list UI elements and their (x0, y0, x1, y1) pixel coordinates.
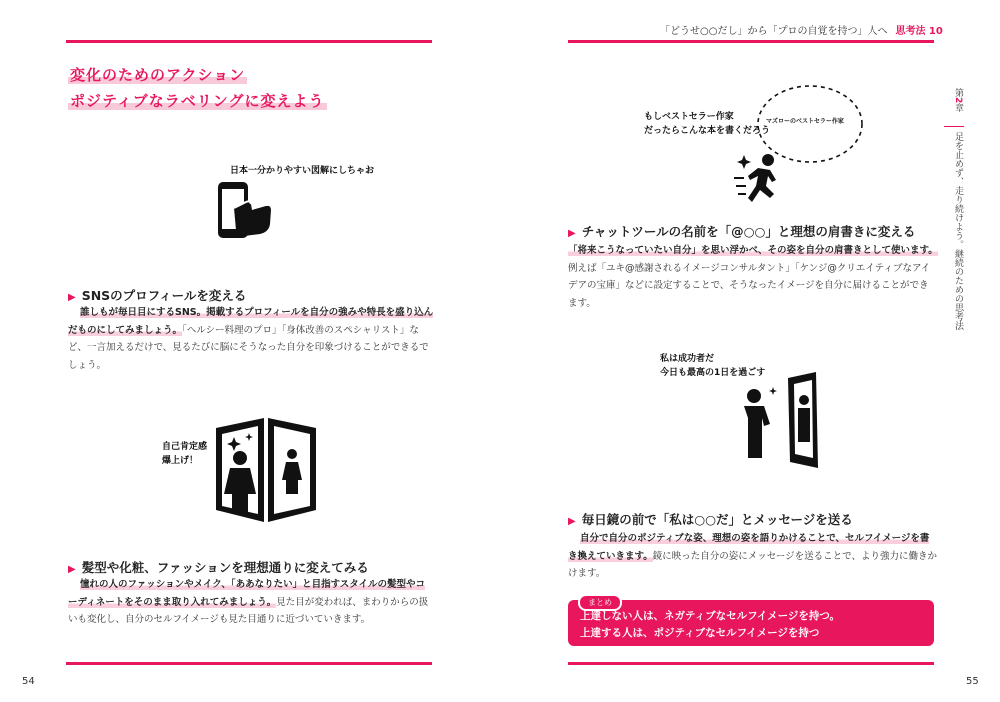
page-number-right: 55 (966, 676, 979, 687)
section1-heading: ▶ SNSのプロフィールを変える (68, 288, 247, 303)
section3-body-highlight: 「将来こうなっていたい自分」を思い浮かべ、その姿を自分の肩書きとして使います。 (568, 245, 938, 256)
section3-body-rest: 例えば「ユキ@感謝されるイメージコンサルタント」「ケンジ@クリエイティブなアイデアの宝庫」などに設定することで、そうなったイメージを自分に届けることができます。 (568, 262, 931, 309)
page-number-left: 54 (22, 676, 35, 687)
chapter-side-label: 第2章 (953, 88, 963, 113)
section1-body-highlight: 誰しもが毎日目にするSNS。掲載するプロフィールを自分の強みや特長を盛り込んだものにしてみましょう。 (68, 307, 434, 336)
phone-caption: 日本一分かりやすい図解にしちゃお (230, 166, 375, 176)
section2-body-highlight: 憧れの人のファッションやメイク、「ああなりたい」と目指すスタイルの髪型やコーディネートをそのまま取り入れてみましょう。 (68, 579, 426, 608)
summary-badge: まとめ (578, 594, 622, 611)
phone-hand-icon (214, 180, 274, 242)
runner-caption: もしベストセラー作家 だったらこんな本を書くだろう (644, 112, 771, 136)
right-page (500, 0, 1000, 702)
header-tag: 思考法 10 (895, 26, 943, 37)
right-bottom-rule (568, 662, 934, 665)
section4-heading: ▶ 毎日鏡の前で「私は○○だ」とメッセージを送る (568, 512, 853, 527)
mirror-person-icon (212, 414, 320, 524)
section4-body-highlight: 自分で自分のポジティブな姿、理想の姿を語りかけることで、セルフイメージを書き換えていきます。 (568, 533, 930, 562)
section2-body-rest: 見た目が変われば、まわりからの扱いも変化し、自分のセルフイメージも見た目通りに近づいていきます。 (68, 596, 429, 625)
triangle-icon: ▶ (568, 516, 576, 527)
running-person-icon (732, 150, 788, 206)
success-caption: 私は成功者だ 今日も最高の1日を過ごす (660, 354, 766, 378)
chapter-side-title: 足を止めず、走り続けよう。継続のための思考法 (953, 132, 963, 330)
triangle-icon: ▶ (68, 292, 76, 303)
section1-body (68, 304, 434, 374)
right-top-rule (568, 40, 934, 43)
mirror-talk-icon (736, 372, 832, 468)
summary-box (568, 600, 934, 646)
title-line-1: 変化のためのアクション (70, 66, 246, 84)
section4-body (568, 530, 938, 583)
title-line-2: ポジティブなラベリングに変えよう (70, 92, 325, 110)
section1-body-rest: 「ヘルシー料理のプロ」「身体改善のスペシャリスト」など、一言加えるだけで、見るたびに脳にそうなった自分を印象づけることができるでしょう。 (68, 324, 429, 371)
summary-line-2: 上達する人は、ポジティブなセルフイメージを持つ (580, 627, 820, 639)
section3-body (568, 242, 938, 312)
running-header: 「どうせ○○だし」から「プロの自覚を持つ」人へ 思考法 10 (660, 26, 943, 37)
section4-body-rest: 鏡に映った自分の姿にメッセージを送ることで、より強力に働きかけます。 (568, 550, 937, 579)
left-top-rule (66, 40, 432, 43)
chapter-side-divider (944, 126, 964, 127)
section3-heading: ▶ チャットツールの名前を「@○○」と理想の肩書きに変える (568, 224, 916, 239)
triangle-icon: ▶ (568, 228, 576, 239)
section2-heading: ▶ 髪型や化粧、ファッションを理想通りに変えてみる (68, 560, 369, 575)
mirror-caption: 自己肯定感 爆上げ！ (162, 442, 208, 466)
section2-body (68, 576, 434, 629)
bubble-text: マズローのベストセラー作家 (766, 118, 844, 125)
summary-line-1: 上達しない人は、ネガティブなセルフイメージを持つ。 (580, 610, 840, 622)
left-bottom-rule (66, 662, 432, 665)
triangle-icon: ▶ (68, 564, 76, 575)
